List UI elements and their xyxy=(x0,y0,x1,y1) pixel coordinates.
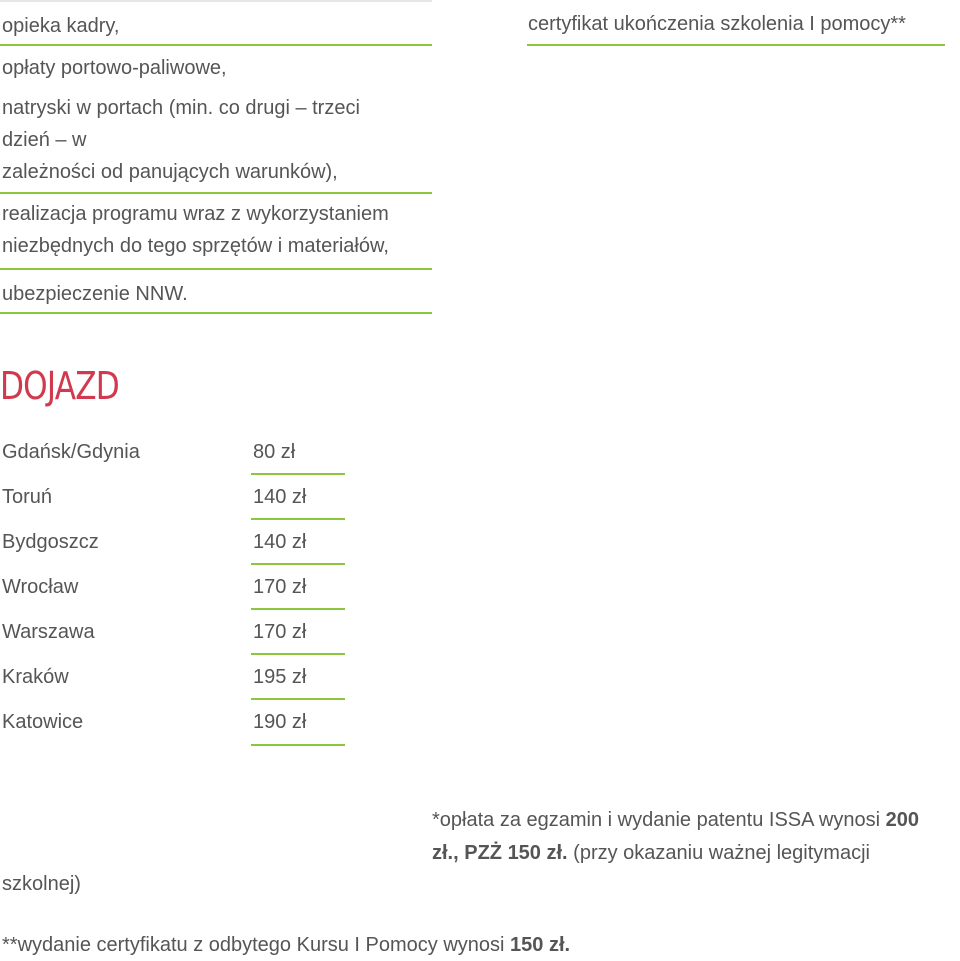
list-item-text: dzień – w xyxy=(2,129,87,151)
table-cell-price: 80 zł xyxy=(253,441,296,463)
table-cell-city: Katowice xyxy=(2,711,84,733)
table-cell-price: 140 zł xyxy=(253,486,307,508)
footnote-exam-line1 xyxy=(432,804,919,836)
table-row xyxy=(251,475,345,520)
table-cell-price: 190 zł xyxy=(253,711,307,733)
list-item xyxy=(527,2,945,46)
table-cell-price: 170 zł xyxy=(253,621,307,643)
list-item xyxy=(0,6,432,46)
footnote-text: (przy okazaniu ważnej legitymacji xyxy=(567,842,870,864)
footnote-cert xyxy=(2,929,570,961)
list-item-text: zależności od panujących warunków), xyxy=(2,161,338,183)
table-cell-price: 170 zł xyxy=(253,576,307,598)
footnote-amount: 150 zł. xyxy=(507,842,568,864)
footnote-amount: 200 xyxy=(885,809,919,831)
table-row xyxy=(251,610,345,655)
table-cell-city: Toruń xyxy=(2,486,53,508)
table-row xyxy=(251,565,345,610)
table-row xyxy=(251,520,345,565)
list-item-text: opłaty portowo-paliwowe, xyxy=(2,57,227,79)
footnote-amount: 150 zł. xyxy=(510,934,571,956)
table-row xyxy=(251,700,345,746)
list-item-text: certyfikat ukończenia szkolenia I pomocy** xyxy=(528,13,906,35)
table-row xyxy=(251,655,345,700)
footnote-exam-line2 xyxy=(432,837,870,869)
footnote-amount: zł., PZŻ xyxy=(432,842,508,864)
table-cell-city: Kraków xyxy=(2,666,69,688)
table-cell-price: 195 zł xyxy=(253,666,307,688)
list-item-text: ubezpieczenie NNW. xyxy=(2,283,188,305)
top-divider xyxy=(0,0,432,2)
footnote-text: *opłata za egzamin i wydanie patentu ISSA wynosi xyxy=(432,809,886,831)
table-cell-city: Gdańsk/Gdynia xyxy=(2,441,140,463)
list-item xyxy=(0,46,432,194)
list-item-text: opieka kadry, xyxy=(2,15,120,37)
table-row xyxy=(251,430,345,475)
footnote-text: **wydanie certyfikatu z odbytego Kursu I Pomocy wynosi xyxy=(2,934,511,956)
table-cell-price: 140 zł xyxy=(253,531,307,553)
list-item-text: natryski w portach (min. co drugi – trzeci xyxy=(2,97,360,119)
table-cell-city: Bydgoszcz xyxy=(2,531,99,553)
list-item xyxy=(0,270,432,314)
section-title: DOJAZD xyxy=(0,364,119,408)
footnote-left-tail: szkolnej) xyxy=(2,873,81,895)
table-cell-city: Warszawa xyxy=(2,621,95,643)
list-item-text: niezbędnych do tego sprzętów i materiałów, xyxy=(2,235,389,257)
list-item xyxy=(0,194,432,270)
table-cell-city: Wrocław xyxy=(2,576,79,598)
list-item-text: realizacja programu wraz z wykorzystaniem xyxy=(2,203,389,225)
